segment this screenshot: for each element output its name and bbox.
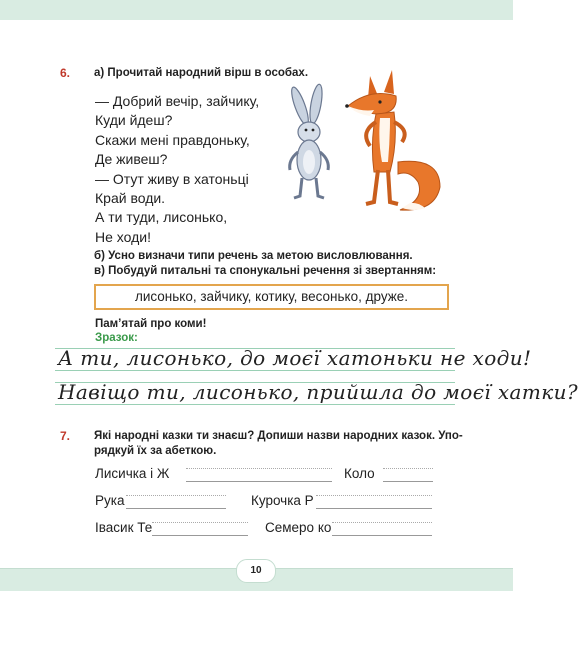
poem-line: Де живеш? xyxy=(95,151,168,168)
tale-item-2: Коло xyxy=(344,466,375,481)
poem-line: Не ходи! xyxy=(95,228,151,245)
blank-line[interactable] xyxy=(126,508,226,509)
task-6-instruction-c: в) Побудуй питальні та спонукальні речення зі звертанням: xyxy=(94,265,437,277)
blank-line[interactable] xyxy=(316,508,432,509)
blank-line xyxy=(126,495,226,496)
hare-illustration xyxy=(278,82,348,202)
top-band xyxy=(0,0,513,20)
blank-line[interactable] xyxy=(152,535,248,536)
tale-item-4: Курочка Р xyxy=(251,493,314,508)
word-box: лисонько, зайчику, котику, весонько, друже. xyxy=(94,284,449,310)
poem-line: Куди йдеш? xyxy=(95,112,173,129)
tale-item-5: Івасик Те xyxy=(95,520,153,535)
task-6-instruction-a: а) Прочитай народний вірш в особах. xyxy=(94,67,309,79)
writing-guide-line xyxy=(55,404,455,405)
poem-line: — Добрий вечір, зайчику, xyxy=(95,93,260,109)
poem-line: Край води. xyxy=(95,190,166,207)
writing-guide-line xyxy=(55,370,455,371)
fox-illustration xyxy=(340,62,450,217)
blank-line[interactable] xyxy=(186,481,332,482)
poem-line: А ти туди, лисонько, xyxy=(95,209,228,226)
blank-line[interactable] xyxy=(383,481,433,482)
task-7-number: 7. xyxy=(60,429,71,443)
task-6-number: 6. xyxy=(60,66,71,80)
tale-item-3: Рука xyxy=(95,493,125,508)
sample-label: Зразок: xyxy=(95,332,138,344)
handwriting-line-2: Навіщо ти, лисонько, прийшла до моєї хатки? xyxy=(58,380,578,404)
poem xyxy=(95,92,259,247)
poem-line: Скажи мені правдоньку, xyxy=(95,131,250,148)
task-7-instruction-2: рядкуй їх за абеткою. xyxy=(94,445,217,457)
handwriting-line-1: А ти, лисонько, до моєї хатоньки не ходи! xyxy=(58,346,532,370)
blank-line[interactable] xyxy=(332,535,432,536)
blank-line xyxy=(152,522,248,523)
tale-item-6: Семеро ко xyxy=(265,520,332,535)
page-number: 10 xyxy=(236,559,276,583)
blank-line xyxy=(316,495,432,496)
blank-line xyxy=(383,468,433,469)
task-6-instruction-b: б) Усно визначи типи речень за метою висловлювання. xyxy=(94,250,413,262)
tale-item-1: Лисичка і Ж xyxy=(95,466,170,481)
remember-note: Пам’ятай про коми! xyxy=(95,318,207,330)
blank-line xyxy=(186,468,332,469)
poem-line: — Отут живу в хатоньці xyxy=(95,170,249,187)
blank-line xyxy=(332,522,432,523)
task-7-instruction-1: Які народні казки ти знаєш? Допиши назви народних казок. Упо- xyxy=(94,430,463,442)
